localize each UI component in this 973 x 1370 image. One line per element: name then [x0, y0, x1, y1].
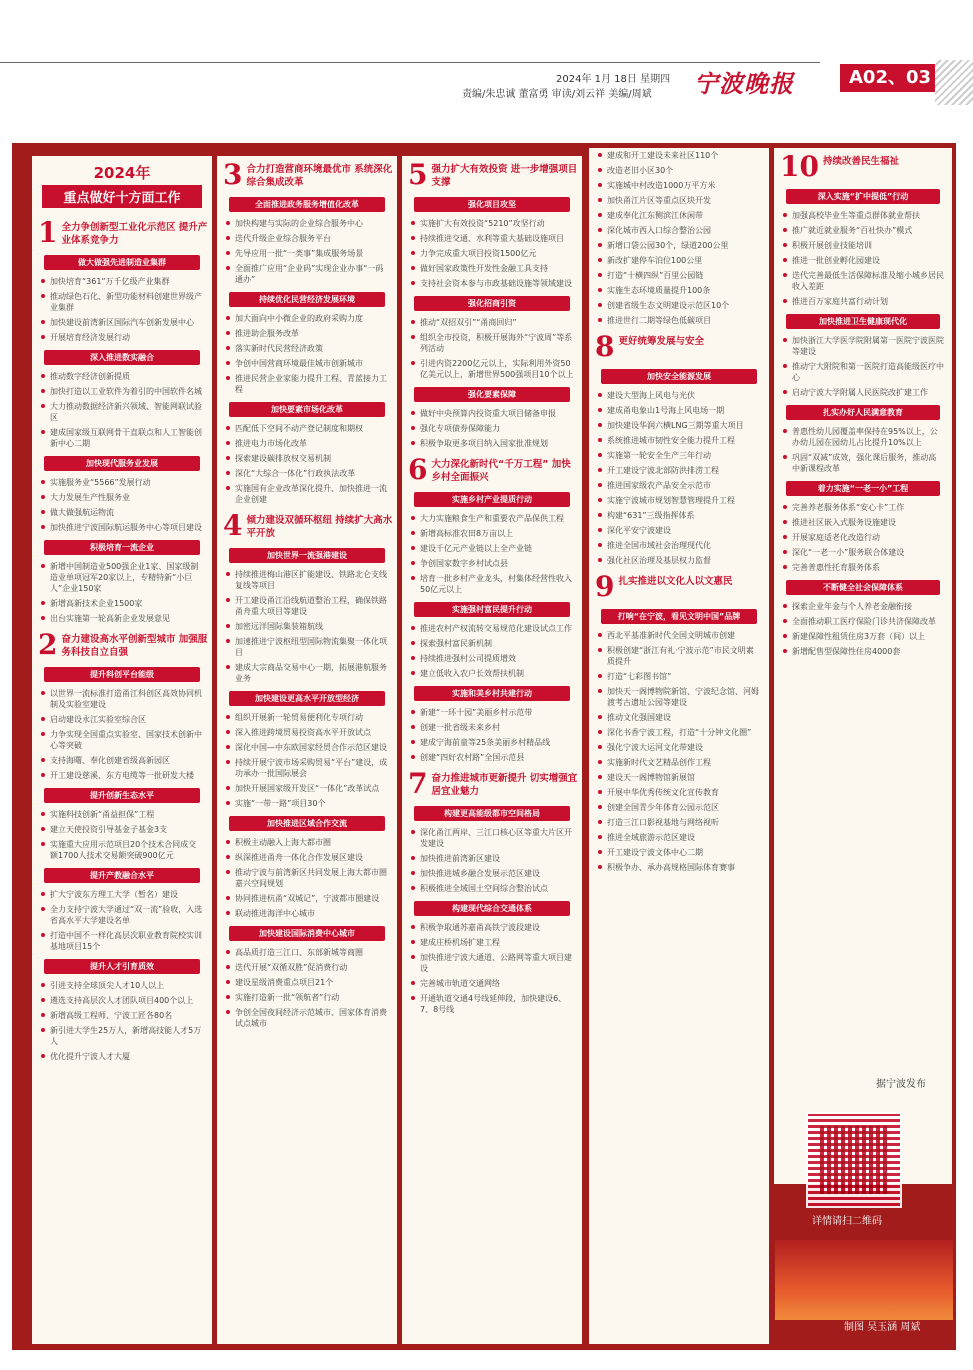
list-item: 组织开展新一轮贸易便利化专项行动 [217, 710, 397, 725]
list-item: 启动宁波大学附属人民医院改扩建工作 [774, 385, 952, 400]
list-item: 做好国家政策性开发性金融工具支持 [402, 261, 582, 276]
list-item: 迭代升级企业综合服务平台 [217, 231, 397, 246]
subsection-banner: 加快推进区域合作交流 [229, 816, 385, 831]
list-item: 引进内资2200亿元以上，实际利用外资50亿美元以上，新增世界500强项目10个以上 [402, 356, 582, 382]
list-item: 开展培育经济发展行动 [32, 330, 212, 345]
list-item: 加快培育“361”万千亿级产业集群 [32, 274, 212, 289]
list-item: 推进电力市场化改革 [217, 436, 397, 451]
list-item: 推动文化强国建设 [589, 710, 769, 725]
list-item: 打造中国不一样化高层次职业教育院校实训基地项目15个 [32, 928, 212, 954]
list-item: 积极争取更多项目纳入国家批准规划 [402, 436, 582, 451]
list-item: 加快推进城乡融合发展示范区建设 [402, 866, 582, 881]
list-item: 开工建设宁波文体中心二期 [589, 845, 769, 860]
list-item: 力争实现全国重点实验室、国家技术创新中心等突破 [32, 727, 212, 753]
list-item: 深化甬江两岸、三江口核心区等重大片区开发建设 [402, 825, 582, 851]
section-heading [217, 156, 397, 192]
section-number: 1 [38, 216, 58, 249]
column-4-content [589, 148, 769, 875]
page-header [0, 0, 973, 100]
list-item: 新建保障性租赁住房3万套（间）以上 [774, 629, 952, 644]
list-item: 加快推进前湾新区建设 [402, 851, 582, 866]
list-item: 做好中央预算内投资重大项目储备申报 [402, 406, 582, 421]
list-item: 开工建设慈溪、东方电缆等一批研发大楼 [32, 768, 212, 783]
main-title-year: 2024年 [93, 164, 151, 182]
list-item: 新增高级工程师、宁波工匠各80名 [32, 1008, 212, 1023]
list-item: 实施国有企业改革深化提升、加快推进一流企业创建 [217, 481, 397, 507]
column-3-content [402, 156, 582, 1017]
section-title: 倾力建设双循环枢纽 持续扩大高水平开放 [246, 515, 393, 539]
list-item: 积极争办、承办高规格国际体育赛事 [589, 860, 769, 875]
list-item: 加快开展国家级开发区“一体化”改革试点 [217, 781, 397, 796]
subsection-banner: 加快世界一流强港建设 [229, 548, 385, 563]
list-item: 创建省级生态文明建设示范区10个 [589, 298, 769, 313]
subsection-banner: 实施强村富民提升行动 [414, 602, 570, 617]
list-item: 推进农村产权流转交易规范化建设试点工作 [402, 621, 582, 636]
subsection-banner: 积极培育一流企业 [44, 540, 200, 555]
list-item: 改造老旧小区30个 [589, 163, 769, 178]
list-item: 深入推进跨境贸易投资高水平开放试点 [217, 725, 397, 740]
subsection-banner: 实施乡村产业提质行动 [414, 492, 570, 507]
subsection-banner: 加快推进卫生健康现代化 [786, 314, 940, 329]
list-item: 深化“一老一小”服务联合体建设 [774, 545, 952, 560]
graphic-credits: 制图 吴玉涵 周斌 [844, 1322, 921, 1333]
section-number: 2 [38, 628, 58, 661]
list-item: 建设天一阁博物馆新展馆 [589, 770, 769, 785]
list-item: 构建“631”三级指挥体系 [589, 508, 769, 523]
issue-date: 2024年 1月 18日 星期四 [556, 74, 671, 85]
list-item: 建立低收入农户长效帮扶机制 [402, 666, 582, 681]
list-item: 实施第一轮安全生产三年行动 [589, 448, 769, 463]
list-item: 打造三江口影视基地与网络视听 [589, 815, 769, 830]
list-item: 深化平安宁波建设 [589, 523, 769, 538]
subsection-banner: 加快建设国际消费中心城市 [229, 926, 385, 941]
subsection-banner: 持续优化民营经济发展环境 [229, 292, 385, 307]
list-item: 迭代开展“双循双胜”促消费行动 [217, 960, 397, 975]
qr-code[interactable] [806, 1112, 902, 1208]
list-item: 加速推进宁波枢纽型国际物流集聚一体化项目 [217, 634, 397, 660]
list-item: 全面推动职工医疗保险门诊共济保障改革 [774, 614, 952, 629]
list-item: 西北平基准新时代全国文明城市创建 [589, 628, 769, 643]
list-item: 加快甬江片区等重点区块开发 [589, 193, 769, 208]
list-item: 完善普惠性托育服务体系 [774, 560, 952, 575]
list-item: 积极主动融入上海大都市圈 [217, 835, 397, 850]
list-item: 扩大宁波东方理工大学（暂名）建设 [32, 887, 212, 902]
subsection-banner: 提升创新生态水平 [44, 788, 200, 803]
list-item: 大力发展生产性服务业 [32, 490, 212, 505]
section-number: 7 [408, 767, 428, 800]
subsection-banner: 打响“在宁波，看见文明中国”品牌 [601, 609, 757, 624]
subsection-banner: 提升产教融合水平 [44, 868, 200, 883]
section-heading [589, 568, 769, 604]
list-item: 实施科技创新“甬益担保”工程 [32, 807, 212, 822]
list-item: 新改扩建停车泊位100公里 [589, 253, 769, 268]
list-item: 推进百万家庭共富行动计划 [774, 294, 952, 309]
list-item: 新引进大学生25万人，新增高技能人才5万人 [32, 1023, 212, 1049]
editor-credits: 责编/朱忠诚 董富勇 审读/刘云祥 美编/周斌 [462, 89, 652, 100]
section-heading [217, 507, 397, 543]
section-heading [402, 156, 582, 192]
subsection-banner: 做大做强先进制造业集群 [44, 255, 200, 270]
list-item: 完善城市轨道交通网络 [402, 976, 582, 991]
list-item: 新增高标准农田8万亩以上 [402, 526, 582, 541]
list-item: 持续开展宁波市场采购贸易“平台”建设，成功承办一批国际展会 [217, 755, 397, 781]
subsection-banner: 着力实施“一老一小”工程 [786, 481, 940, 496]
list-item: 创建全国青少年体育公园示范区 [589, 800, 769, 815]
list-item: 实施城中村改造1000万平方米 [589, 178, 769, 193]
list-item: 新增中国制造业500强企业1家、国家级制造业单项冠军20家以上，专精特新“小巨人”企业150家 [32, 559, 212, 596]
list-item: 推动绿色石化、新型功能材料创建世界级产业集群 [32, 289, 212, 315]
list-item: 启动建设永江实验室综合区 [32, 712, 212, 727]
list-item: 实施宁波城市规划智慧管理提升工程 [589, 493, 769, 508]
list-item: 建成甬电象山1号海上风电场一期 [589, 403, 769, 418]
list-item: 持续推进梅山港区扩能建设、铁路北仑支线复线等项目 [217, 567, 397, 593]
subsection-banner: 加快安全能源发展 [601, 369, 757, 384]
list-item: 出台实施第一轮高新企业发展意见 [32, 611, 212, 626]
list-item: 加快打造以工业软件为着引的中国软件名城 [32, 384, 212, 399]
list-item: 开通轨道交通4号线延伸段，加快建设6、7、8号线 [402, 991, 582, 1017]
list-item: 推动“双招双引”“甬商回归” [402, 315, 582, 330]
list-item: 组织全市投资，积极开展海外“宁波周”等系列活动 [402, 330, 582, 356]
list-item: 深化“大综合一体化”行政执法改革 [217, 466, 397, 481]
list-item: 建成奉化江东侧滨江休闲带 [589, 208, 769, 223]
list-item: 建设星级消费重点项目21个 [217, 975, 397, 990]
subsection-banner: 全面推进政务服务增值化改革 [229, 197, 385, 212]
list-item: 持续推进交通、水利等重大基础设施项目 [402, 231, 582, 246]
list-item: 创建“四好农村路”全国示范县 [402, 750, 582, 765]
section-heading [589, 328, 769, 364]
list-item: 推进全国市域社会治理现代化 [589, 538, 769, 553]
list-item: 开展中华优秀传统文化宣传教育 [589, 785, 769, 800]
list-item: 推广就近就业服务“百社快办”模式 [774, 223, 952, 238]
section-number: 3 [223, 158, 243, 191]
list-item: 高品质打造三江口、东部新城等商圈 [217, 945, 397, 960]
list-item: 积极开展创业技能培训 [774, 238, 952, 253]
list-item: 新增高新技术企业1500家 [32, 596, 212, 611]
subsection-banner: 加快要素市场化改革 [229, 402, 385, 417]
subsection-banner: 深入实施“扩中提低”行动 [786, 189, 940, 204]
subsection-banner: 强化项目攻坚 [414, 197, 570, 212]
list-item: 实施打造新一批“领航者”行动 [217, 990, 397, 1005]
list-item: 推动宁大附院和第一医院打造高能级医疗中心 [774, 359, 952, 385]
list-item: 建成国家级互联网骨干直联点和人工智能创新中心二期 [32, 425, 212, 451]
list-item: 推进世行二期等绿色低碳项目 [589, 313, 769, 328]
list-item: 打造“七彩图书馆” [589, 669, 769, 684]
list-item: 全面推广应用“企业码”实现企业办事“一码通办” [217, 261, 397, 287]
list-item: 优化提升宁波人才大厦 [32, 1049, 212, 1064]
list-item: 纵深推进甬舟一体化合作发展区建设 [217, 850, 397, 865]
list-item: 积极创建“浙江有礼·宁波示范”市民文明素质提升 [589, 643, 769, 669]
column-3 [402, 156, 582, 1344]
section-title: 奋力建设高水平创新型城市 加强服务科技自立自强 [61, 634, 208, 658]
list-item: 探索企业年金与个人养老金融衔接 [774, 599, 952, 614]
list-item: 争创国家数字乡村试点县 [402, 556, 582, 571]
subsection-banner: 不断健全社会保障体系 [786, 580, 940, 595]
column-2 [217, 156, 397, 1344]
section-heading [32, 214, 212, 250]
section-title: 扎实推进以文化人以文惠民 [618, 576, 733, 587]
list-item: 开展家庭适老化改造行动 [774, 530, 952, 545]
list-item: 创建一批省级未来乡村 [402, 720, 582, 735]
list-item: 争创中国营商环境最佳城市创新城市 [217, 356, 397, 371]
list-item: 打造“十横四纵”百里公园链 [589, 268, 769, 283]
list-item: 以世界一流标准打造甬江科创区高效协同机制及实验室建设 [32, 686, 212, 712]
subsection-banner: 构建更高能级都市空间格局 [414, 806, 570, 821]
list-item: 探索强村富民新机制 [402, 636, 582, 651]
list-item: 大力实施粮食生产和重要农产品保供工程 [402, 511, 582, 526]
section-heading [402, 765, 582, 801]
list-item: 做大做强航运物流 [32, 505, 212, 520]
section-number: 8 [595, 330, 615, 363]
list-item: 深化中国—中东欧国家经贸合作示范区建设 [217, 740, 397, 755]
section-number: 9 [595, 570, 615, 603]
list-item: 实施“一带一路”项目30个 [217, 796, 397, 811]
main-title [32, 156, 212, 214]
list-item: 加快天一阁博物院新馆、宁波纪念馆、河姆渡考古遗址公园等建设 [589, 684, 769, 710]
list-item: 先导应用一批“一类事”集成服务场景 [217, 246, 397, 261]
list-item: 积极争取通苏嘉甬高铁宁波段建设 [402, 920, 582, 935]
header-rule [0, 62, 820, 63]
list-item: 普惠性幼儿园覆盖率保持在95%以上，公办幼儿园在园幼儿占比提升10%以上 [774, 424, 952, 450]
list-item: 实施新时代文艺精品创作工程 [589, 755, 769, 770]
list-item: 力争完成重大项目投资1500亿元 [402, 246, 582, 261]
section-number: 5 [408, 158, 428, 191]
section-number: 4 [223, 509, 243, 542]
section-number: 6 [408, 453, 428, 486]
list-item: 支持社会资本参与市政基础设施等领域建设 [402, 276, 582, 291]
list-item: 支持海曙、奉化创建省级高新园区 [32, 753, 212, 768]
list-item: 培育一批乡村产业龙头，村集体经营性收入50亿元以上 [402, 571, 582, 597]
section-title: 持续改善民生福祉 [822, 156, 899, 167]
section-title: 更好统筹发展与安全 [618, 336, 704, 347]
list-item: 实施服务业“5566”发展行动 [32, 475, 212, 490]
list-item: 加大面向中小微企业的政府采购力度 [217, 311, 397, 326]
column-2-content [217, 156, 397, 1031]
subsection-banner: 实施和美乡村共建行动 [414, 686, 570, 701]
subsection-banner: 扎实办好人民满意教育 [786, 405, 940, 420]
list-item: 加快建设前湾新区国际汽车创新发展中心 [32, 315, 212, 330]
city-skyline-illustration [775, 1240, 953, 1320]
list-item: 积极推进全域国土空间综合整治试点 [402, 881, 582, 896]
qr-label: 详情请扫二维码 [812, 1216, 882, 1227]
list-item: 联动推进海洋中心城市 [217, 906, 397, 921]
column-1 [32, 156, 212, 1344]
section-title: 合力打造营商环境最优市 系统深化综合集成改革 [246, 164, 393, 188]
subsection-banner: 强化要素保障 [414, 387, 570, 402]
section-title: 大力深化新时代“千万工程” 加快乡村全面振兴 [431, 459, 571, 483]
list-item: 实施扩大有效投资“5210”攻坚行动 [402, 216, 582, 231]
list-item: 开工建设甬江沿线航道整治工程，确保铁路甬舟重大项目等建设 [217, 593, 397, 619]
column-1-content [32, 214, 212, 1064]
list-item: 加快浙江大学医学院附属第一医院宁波医院等建设 [774, 333, 952, 359]
list-item: 系统推进城市韧性安全能力提升工程 [589, 433, 769, 448]
list-item: 加快构建与实际的企业综合服务中心 [217, 216, 397, 231]
list-item: 推进民营企业家能力提升工程、青蓝接力工程 [217, 371, 397, 397]
list-item: 强化社区治理及基层权力监督 [589, 553, 769, 568]
qr-pattern [820, 1126, 888, 1194]
subsection-banner: 深入推进数实融合 [44, 350, 200, 365]
subsection-banner: 强化招商引资 [414, 296, 570, 311]
list-item: 推动数字经济创新提质 [32, 369, 212, 384]
list-item: 加快推进宁波大通道、公路网等重大项目建设 [402, 950, 582, 976]
section-heading [774, 148, 952, 184]
list-item: 建立天使投资引导基金子基金3支 [32, 822, 212, 837]
list-item: 建成庄桥机场扩建工程 [402, 935, 582, 950]
decorative-stripes [935, 60, 973, 105]
source-note: 据宁波发布 [876, 1079, 926, 1090]
list-item: 遴选支持高层次人才团队项目400个以上 [32, 993, 212, 1008]
subsection-banner: 构建现代综合交通体系 [414, 901, 570, 916]
list-item: 深化城市西入口综合整治公园 [589, 223, 769, 238]
list-item: 推进助企服务改革 [217, 326, 397, 341]
list-item: 争创全国夜间经济示范城市、国家体育消费试点城市 [217, 1005, 397, 1031]
section-title: 全力争创新型工业化示范区 提升产业体系竞争力 [61, 222, 208, 246]
section-heading [32, 626, 212, 662]
list-item: 落实新时代民营经济政策 [217, 341, 397, 356]
list-item: 迭代完善最低生活保障标准及缩小城乡居民收入差距 [774, 268, 952, 294]
main-title-headline: 重点做好十方面工作 [42, 185, 202, 208]
section-heading [402, 451, 582, 487]
list-item: 持续推进强村公司提质增效 [402, 651, 582, 666]
list-item: 推动宁波与前湾新区共同发展上海大都市圈嘉兴空间规划 [217, 865, 397, 891]
list-item: 建成和开工建设未来社区110个 [589, 148, 769, 163]
list-item: 加快推进宁波国际航运服务中心等项目建设 [32, 520, 212, 535]
list-item: 匹配低下空间不动产登记制度和期权 [217, 421, 397, 436]
newspaper-logo: 宁波晚报 [694, 69, 794, 98]
subsection-banner: 提升人才引育质效 [44, 959, 200, 974]
list-item: 深化书香宁波工程，打造“十分钟文化圈” [589, 725, 769, 740]
list-item: 协同推进杭甬“双城记”，宁波都市圈建设 [217, 891, 397, 906]
section-number: 10 [780, 150, 819, 183]
list-item: 实施重大应用示范项目20个技术合同成交额1700人技术交易额突破900亿元 [32, 837, 212, 863]
subsection-banner: 加快现代服务业发展 [44, 456, 200, 471]
list-item: 巩固“双减”成效，强化课后服务，推动高中新课程改革 [774, 450, 952, 476]
list-item: 推进全域旅游示范区建设 [589, 830, 769, 845]
list-item: 建设大型海上风电与光伏 [589, 388, 769, 403]
column-5-content [774, 148, 952, 659]
list-item: 推进一批创业孵化园建设 [774, 253, 952, 268]
subsection-banner: 提升科创平台能级 [44, 667, 200, 682]
list-item: 探索建设碳排放权交易机制 [217, 451, 397, 466]
list-item: 强化专项债券保障能力 [402, 421, 582, 436]
column-4 [589, 148, 769, 1344]
list-item: 大力推动数据经济新兴领域、智能网联试验区 [32, 399, 212, 425]
list-item: 新增口袋公园30个，绿道200公里 [589, 238, 769, 253]
list-item: 开工建设宁波北部防洪排涝工程 [589, 463, 769, 478]
list-item: 加密远洋国际集装箱航线 [217, 619, 397, 634]
list-item: 建设千亿元产业链以上全产业链 [402, 541, 582, 556]
section-title: 奋力推进城市更新提升 切实增强宜居宜业魅力 [431, 773, 578, 797]
list-item: 新建“一环十园”美丽乡村示范带 [402, 705, 582, 720]
section-title: 强力扩大有效投资 进一步增强项目支撑 [431, 164, 578, 188]
list-item: 完善养老服务体系“安心卡”工作 [774, 500, 952, 515]
list-item: 加强高校毕业生等重点群体就业帮扶 [774, 208, 952, 223]
list-item: 加快建设华润六横LNG三期等重大项目 [589, 418, 769, 433]
column-5 [774, 148, 952, 1184]
list-item: 实施生态环境质量提升100条 [589, 283, 769, 298]
subsection-banner: 加快建设更高水平开放型经济 [229, 691, 385, 706]
list-item: 新增配售型保障性住房4000套 [774, 644, 952, 659]
list-item: 建成大宗商品交易中心一期，拓展港航服务业务 [217, 660, 397, 686]
list-item: 引进支持全球顶尖人才10人以上 [32, 978, 212, 993]
list-item: 推进国家级农产品安全示范市 [589, 478, 769, 493]
list-item: 强化宁波大运河文化带建设 [589, 740, 769, 755]
page-number: A02、03 [840, 64, 940, 92]
list-item: 全力支持宁波大学通过“双一流”验收，入选省高水平大学建设名单 [32, 902, 212, 928]
list-item: 推进社区嵌入式服务设施建设 [774, 515, 952, 530]
list-item: 建成宁海前童等25条美丽乡村精品线 [402, 735, 582, 750]
